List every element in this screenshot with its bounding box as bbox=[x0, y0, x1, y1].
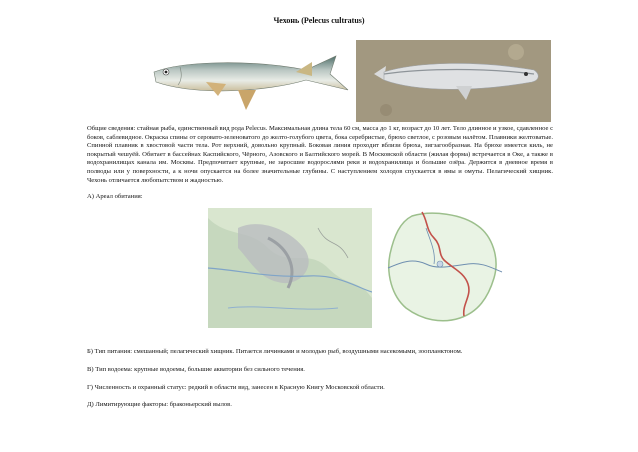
general-info-paragraph: Общие сведения: стайная рыба, единственный вид рода Pelecus. Максимальная длина тела 60 см, масса до 1 кг, возраст до 10 лет. Тело длинное и узкое, сдавленное с боков, саблевидное. Окраска спины от серовато-зеленоватого до желто-голубого цвета, бока серебристые, брюхо светлое, с розовым налётом. Плавники желтоватые. Спинной плавник в хвостовой части тела. Рот верхний, довольно крупный. Боковая линия проходит вблизи брюха, зигзагообразная. На брюхе имеется киль, не покрытый чешуёй. Обитает в бассейнах Каспийского, Чёрного, Азовского и Балтийского морей. В Московской области (жилая форма) встречается в Оке, а также в водохранилищах канала им. Москвы. Предпочитает крупные, не заросшие водорослями реки и водохранилища и большие озёра. Держится в дневное время в полводы или у поверхности, а к ночи опускается на более значительные глубины. С наступлением холодов спускается в ямы и омуты. Пелагический хищник. Чехонь отличается любопытством и жадностью. bbox=[87, 125, 553, 184]
limiting-factors: Д) Лимитирующие факторы: браконьерский вылов. bbox=[87, 401, 232, 408]
page-title: Чехонь (Pelecus cultratus) bbox=[273, 16, 365, 25]
waterbody-type: В) Тип водоема: крупные водоемы, большие акватории без сильного течения. bbox=[87, 366, 305, 373]
fish-illustration bbox=[146, 52, 352, 112]
moscow-region-map bbox=[382, 208, 504, 326]
feeding-type: Б) Тип питания: смешанный; пелагический хищник. Питается личинками и молодью рыб, воздушными насекомыми, зоопланктоном. bbox=[87, 348, 463, 355]
distribution-map bbox=[208, 208, 372, 328]
conservation-status: Г) Численность и охранный статус: редкий в области вид, занесен в Красную Книгу Московской области. bbox=[87, 384, 385, 391]
range-heading: А) Ареал обитания: bbox=[87, 193, 143, 200]
fish-photo bbox=[356, 40, 551, 122]
